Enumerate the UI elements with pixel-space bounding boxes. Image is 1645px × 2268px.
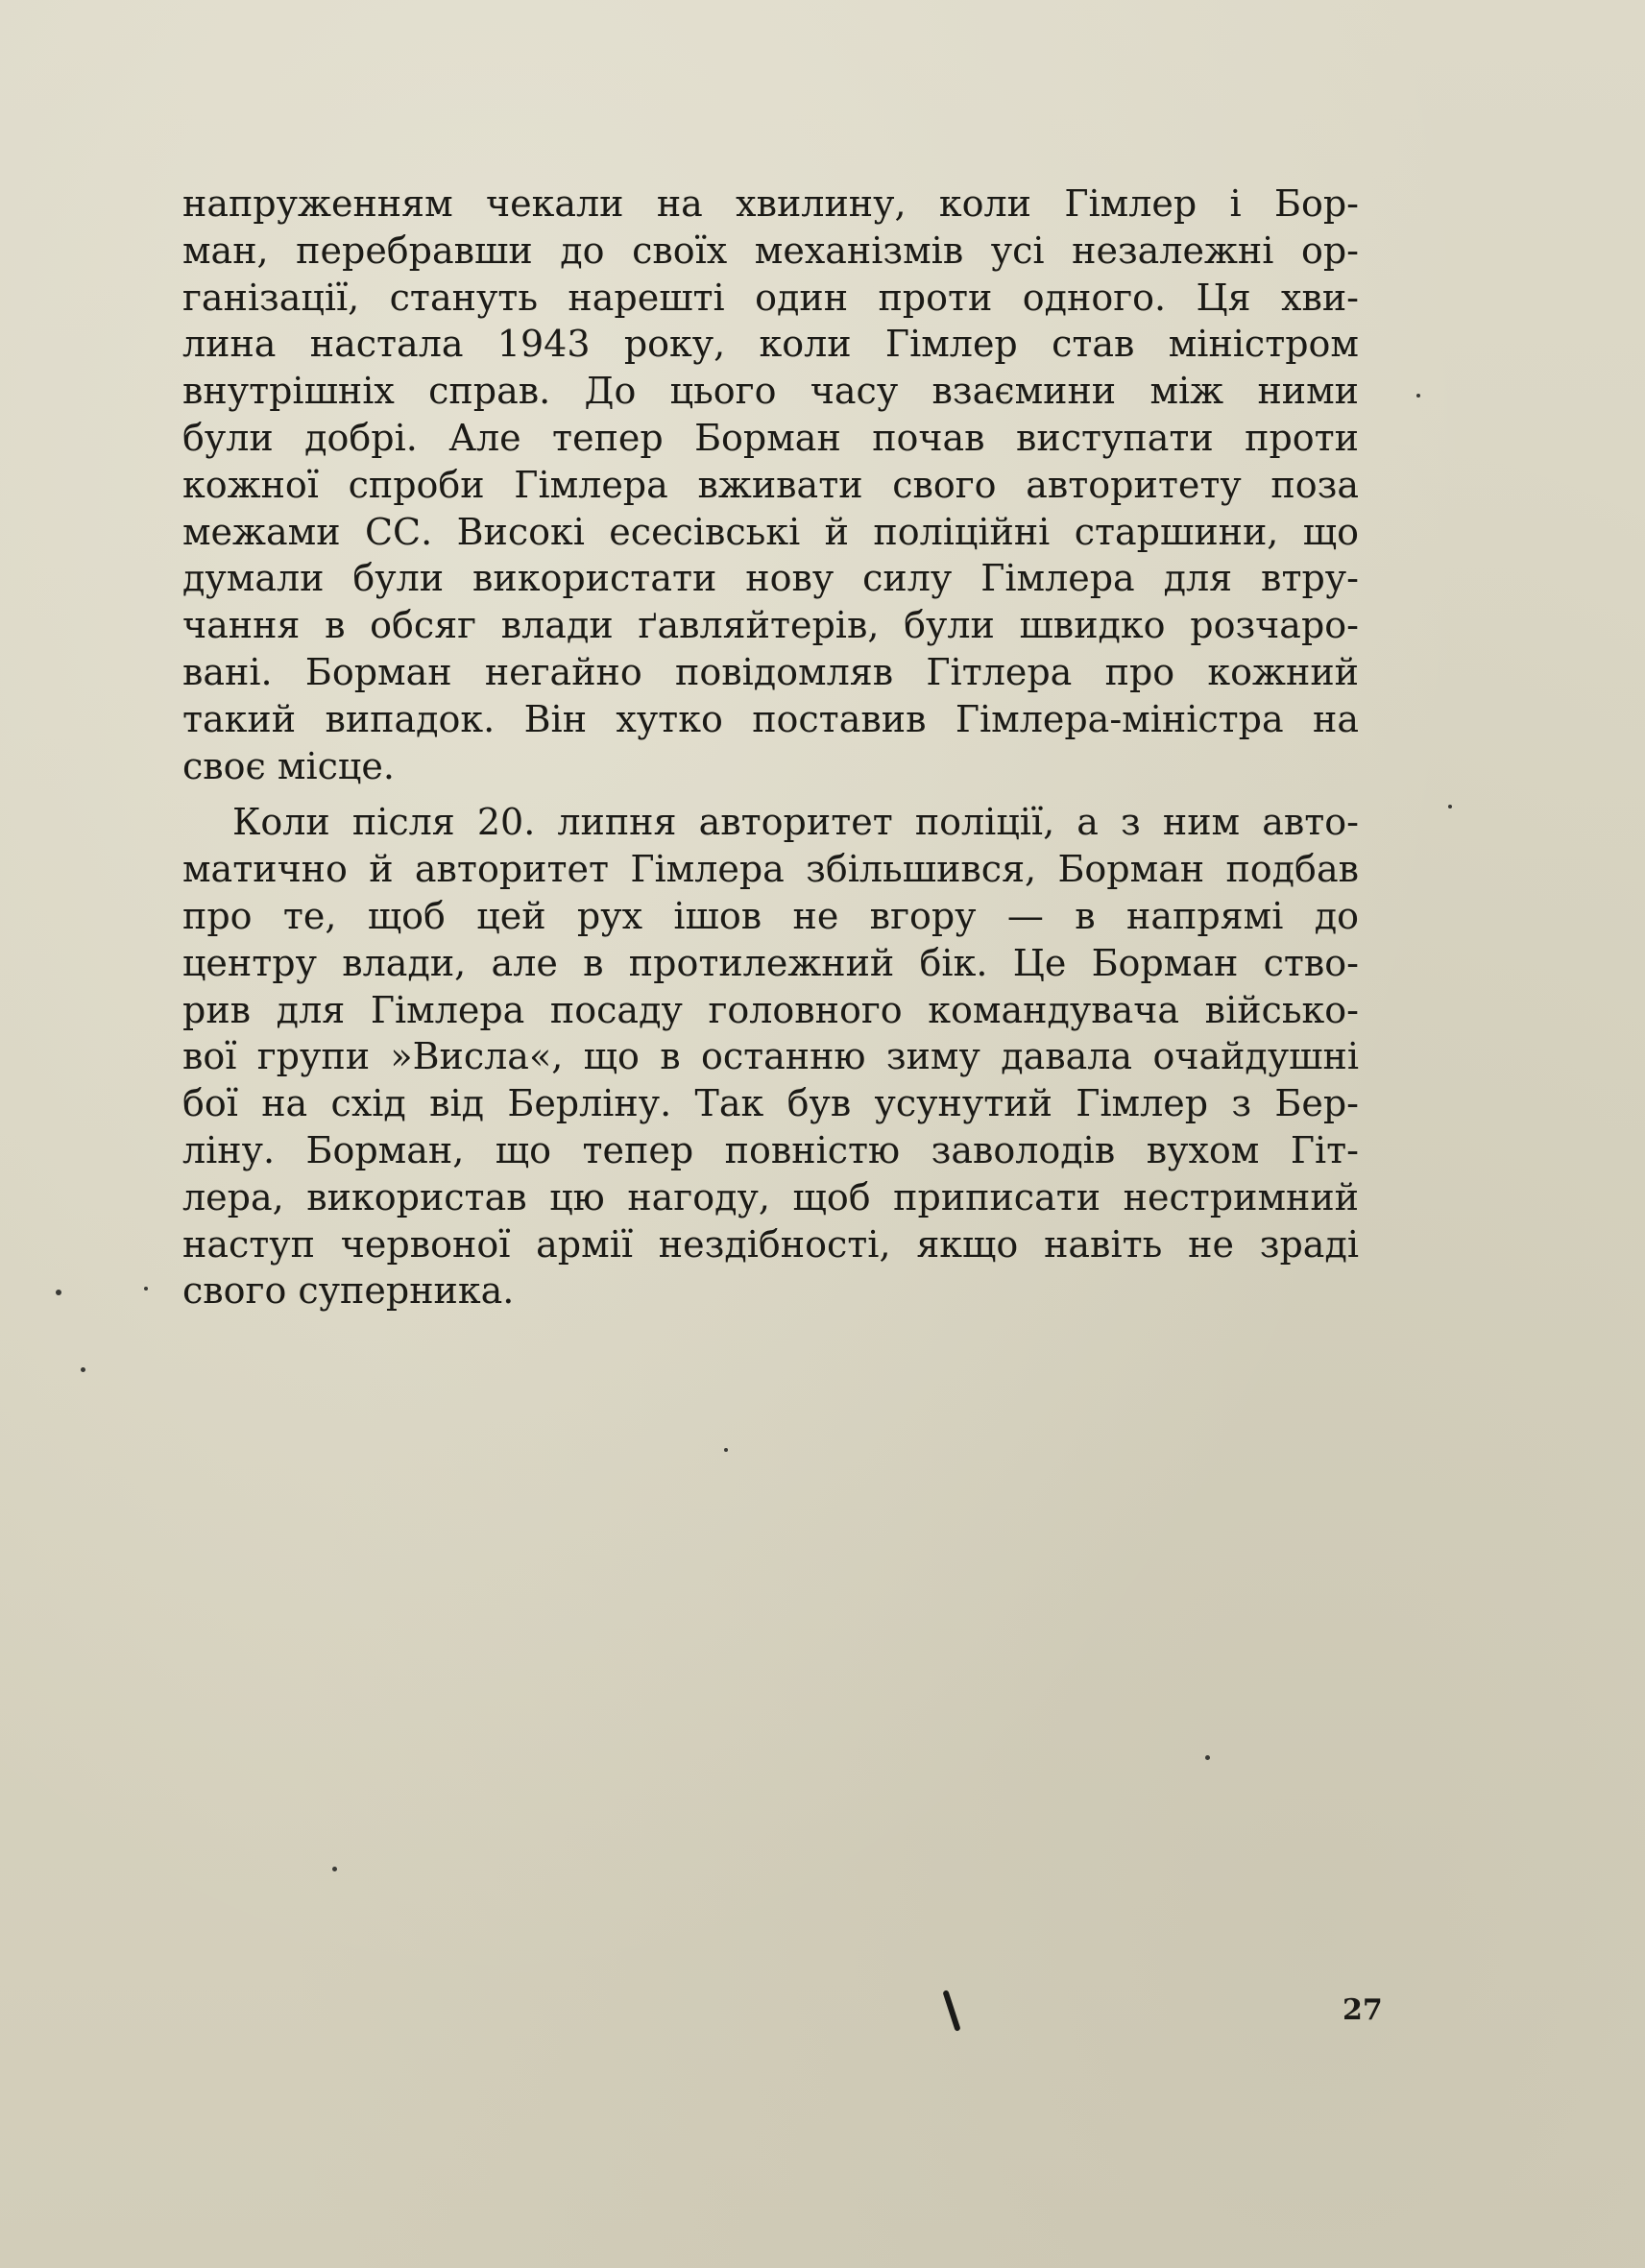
text-line: наступ червоної армії нездібності, якщо навіть не зраді bbox=[182, 1222, 1359, 1266]
paper-speck bbox=[724, 1448, 728, 1452]
text-line: вані. Борман негайно повідомляв Гітлера про кожний bbox=[182, 650, 1359, 693]
text-line: були добрі. Але тепер Борман почав виступати проти bbox=[182, 416, 1359, 459]
text-line: Коли після 20. липня авторитет поліції, а з ним авто- bbox=[232, 801, 1359, 844]
text-line: такий випадок. Він хутко поставив Гімлера-міністра на bbox=[182, 697, 1359, 740]
paper-speck bbox=[56, 1290, 61, 1295]
paper-speck bbox=[332, 1867, 337, 1871]
text-line: про те, щоб цей рух ішов не вгору — в напрямі до bbox=[182, 894, 1359, 937]
text-line: чання в обсяг влади ґавляйтерів, були швидко розчаро- bbox=[182, 604, 1359, 647]
text-line: ліну. Борман, що тепер повністю заволодів вухом Гіт- bbox=[182, 1128, 1359, 1171]
text-line: ман, перебравши до своїх механізмів усі незалежні ор- bbox=[182, 229, 1359, 272]
text-line: рив для Гімлера посаду головного командувача військо- bbox=[182, 988, 1359, 1031]
text-line: кожної спроби Гімлера вживати свого авторитету поза bbox=[182, 463, 1359, 506]
paper-speck bbox=[1205, 1755, 1210, 1760]
text-line: напруженням чекали на хвилину, коли Гімлер і Бор- bbox=[182, 182, 1359, 225]
text-line: внутрішніх справ. До цього часу взаємини між ними bbox=[182, 370, 1359, 413]
paragraph-2 bbox=[182, 799, 1359, 1315]
paper-speck bbox=[1448, 805, 1452, 808]
paper-speck bbox=[144, 1287, 148, 1291]
text-line: вої групи »Висла«, що в останню зиму давала очайдушні bbox=[182, 1035, 1359, 1078]
body-text bbox=[182, 181, 1359, 1315]
page-number: 27 bbox=[1343, 1993, 1383, 2027]
text-line: лера, використав цю нагоду, щоб приписати нестримний bbox=[182, 1175, 1359, 1218]
text-line: думали були використати нову силу Гімлера для втру- bbox=[182, 557, 1359, 600]
paragraph-1 bbox=[182, 181, 1359, 789]
text-line: центру влади, але в протилежний бік. Це Борман ство- bbox=[182, 941, 1359, 984]
text-line: лина настала 1943 року, коли Гімлер став міністром bbox=[182, 323, 1359, 366]
paper-speck bbox=[81, 1367, 85, 1372]
ink-mark bbox=[942, 1990, 960, 2032]
text-line: своє місце. bbox=[182, 744, 395, 787]
text-line: бої на схід від Берліну. Так був усунутий Гімлер з Бер- bbox=[182, 1082, 1359, 1125]
paragraph-gap bbox=[182, 789, 1359, 799]
paper-speck bbox=[1416, 394, 1420, 398]
text-line: матично й авторитет Гімлера збільшився, Борман подбав bbox=[182, 848, 1359, 891]
text-line: межами СС. Високі есесівські й поліційні старшини, що bbox=[182, 510, 1359, 553]
text-line: свого суперника. bbox=[182, 1269, 515, 1313]
text-line: ганізації, стануть нарешті один проти одного. Ця хви- bbox=[182, 276, 1359, 319]
